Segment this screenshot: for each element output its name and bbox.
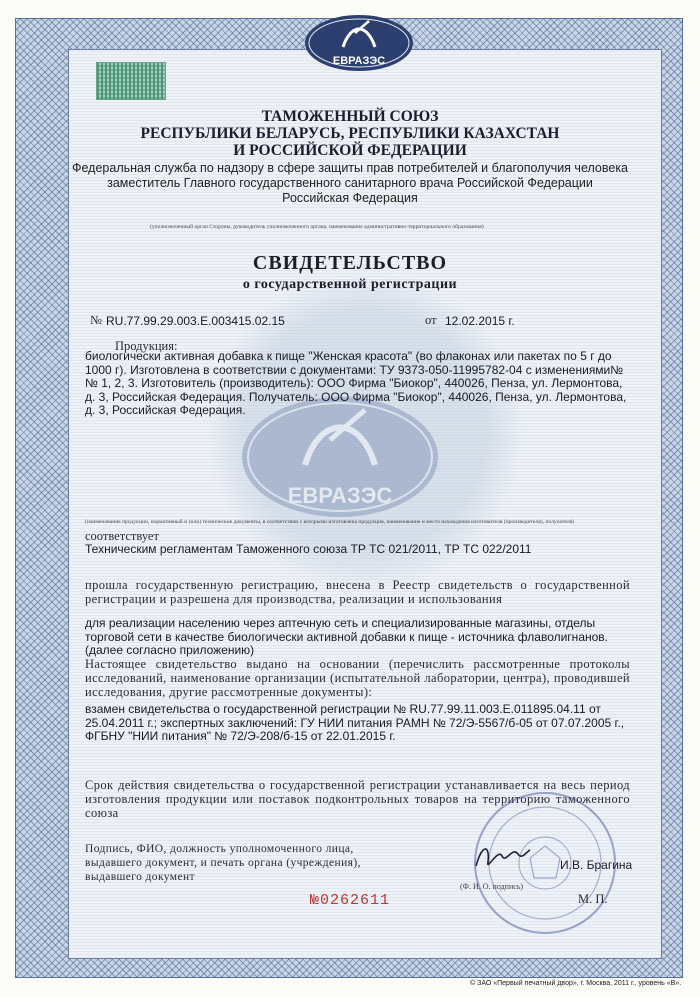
header-line-2: РЕСПУБЛИКИ БЕЛАРУСЬ, РЕСПУБЛИКИ КАЗАХСТАН: [140, 125, 560, 142]
certificate-number: RU.77.99.29.003.E.003415.02.15: [106, 314, 285, 328]
header-line-1: ТАМОЖЕННЫЙ СОЮЗ: [261, 108, 439, 125]
date-label: от: [425, 313, 437, 327]
number-label: №: [90, 313, 102, 327]
watermark-text: ЕВРАЗЭС: [287, 483, 393, 508]
mp-label: М. П.: [578, 892, 608, 906]
handwritten-signature-icon: [472, 838, 532, 874]
product-label: Продукция:: [115, 339, 178, 353]
certificate-title: СВИДЕТЕЛЬСТВО: [252, 252, 448, 274]
authority-line-2: заместитель Главного государственного санитарного врача Российской Федерации: [107, 176, 593, 190]
validity-text: Срок действия свидетельства о государственной регистрации устанавливается на весь период изготовления продукции или поставок подконтрольных товаров на территорию таможенного союза: [85, 778, 630, 820]
eurasec-emblem-icon: [303, 13, 415, 73]
authority-line-3: Российская Федерация: [282, 191, 418, 205]
fio-caption: (Ф. И. О. подпись): [460, 882, 524, 891]
registration-text: прошла государственную регистрацию, внесена в Реестр свидетельств о государственной регистрации и разрешена для производства, реализации и использования: [85, 578, 630, 606]
conformity-text: Техническим регламентам Таможенного союза ТР ТС 021/2011, ТР ТС 022/2011: [85, 542, 532, 556]
product-caption: (наименование продукции, нормативный и (или) технические документы, в соответствии с которыми изготовлена продукция, наименование и место нахождения изготовителя (производителя), получателя): [85, 519, 575, 525]
printer-footer: © ЗАО «Первый печатный двор», г. Москва, 2011 г., уровень «В».: [470, 980, 682, 987]
conformity-label: соответствует: [85, 529, 159, 543]
signature-label: Подпись, ФИО, должность уполномоченного лица, выдавшего документ, и печать органа (учреждения), выдавшего документ: [85, 843, 361, 883]
usage-text: для реализации населению через аптечную сеть и специализированные магазины, отделы торговой сети в качестве биологически активной добавки к пище - источника флаволигнанов. (далее согласно приложению): [85, 616, 608, 657]
serial-number: №0262611: [310, 892, 391, 909]
product-text: биологически активная добавка к пище "Женская красота" (во флаконах или пакетах по 5 г до 1000 г). Изготовлена в соответствии с документами: ТУ 9373-050-11995782-04 с изменениями№№ 1, 2, 3. Изготовитель (производитель): ООО Фирма "Биокор", 440026, Пенза, ул. Лермонтова, д. 3, Российская Федерация. Получатель: ООО Фирма "Биокор", 440026, Пенза, ул. Лермонтова, д. 3, Российская Федерация.: [85, 349, 627, 417]
certificate-subtitle: о государственной регистрации: [242, 277, 458, 292]
authority-line-1: Федеральная служба по надзору в сфере защиты прав потребителей и благополучия человека: [71, 161, 629, 175]
certificate-date: 12.02.2015 г.: [445, 314, 515, 328]
basis-value: взамен свидетельства о государственной регистрации № RU.77.99.11.003.E.011895.04.11 от 25.04.2011 г.; экспертных заключений: ГУ НИИ питания РАМН № 72/Э-5567/б-05 от 07.07.2005 г., ФГБНУ "НИИ питания" № 72/Э-208/б-15 от 22.01.2015 г.: [85, 702, 625, 743]
hologram-sticker: [96, 62, 166, 100]
authority-caption: (уполномоченный орган Стороны, руководитель уполномоченного органа, наименование административно-территориального образования): [150, 224, 484, 230]
signatory-name: И.В. Брагина: [560, 858, 633, 872]
basis-text: Настоящее свидетельство выдано на основании (перечислить рассмотренные протоколы исследований, наименование организации (испытательной лаборатории, центра), проводившей исследования, другие рассмотренные документы):: [85, 657, 630, 699]
header-line-3: И РОССИЙСКОЙ ФЕДЕРАЦИИ: [233, 142, 467, 159]
emblem-text: ЕВРАЗЭС: [332, 55, 386, 67]
